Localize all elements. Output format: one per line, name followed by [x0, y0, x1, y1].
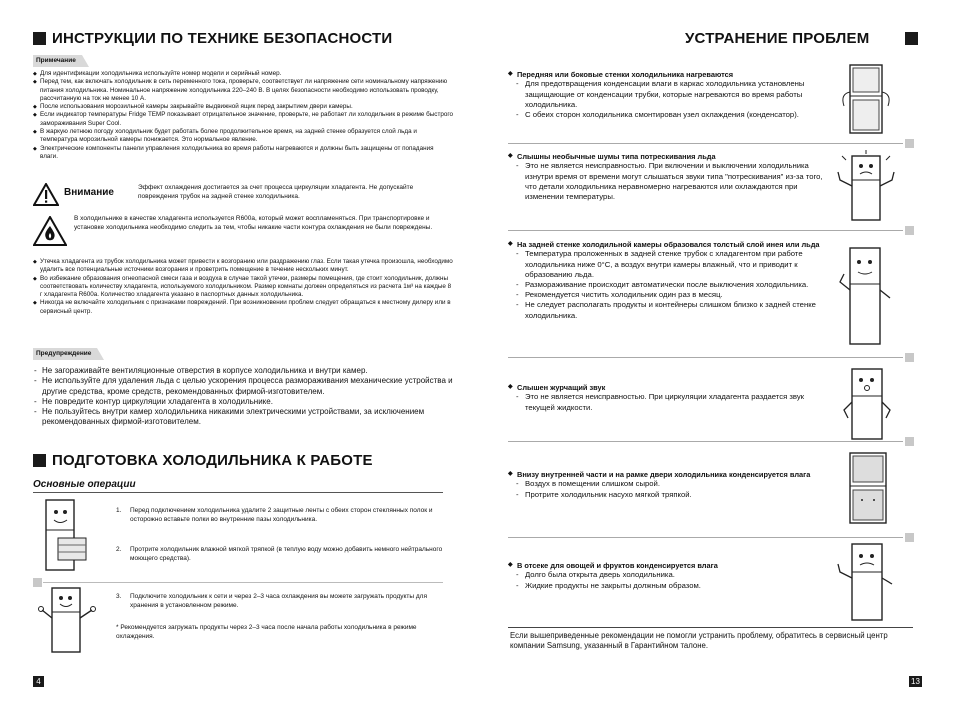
- problem-question: ◆ На задней стенке холодильной камеры образовался толстый слой инея или льда: [508, 240, 828, 249]
- section-marker: [905, 32, 918, 45]
- problem-2: [508, 152, 828, 202]
- problem-4: [508, 383, 828, 413]
- section-marker: [33, 32, 46, 45]
- note-item: ◆ После использования морозильной камеры закрывайте выдвижной ящик перед закрытием двери камеры.: [33, 103, 453, 111]
- step-text: Протрите холодильник влажной мягкой тряпкой (в теплую воду можно добавить немного нейтрального моющего средства).: [130, 546, 443, 562]
- page-number: 13: [909, 676, 922, 687]
- fridge-illustration: [38, 498, 88, 576]
- grey-marker: [905, 226, 914, 235]
- step-number: 3.: [116, 593, 122, 600]
- problem-question: ◆ Внизу внутренней части и на рамке двери холодильника конденсируется влага: [508, 470, 828, 479]
- problem-6: [508, 561, 828, 591]
- divider: [43, 582, 443, 583]
- note-item: ◆ В жаркую летнюю погоду холодильник будет работать более продолжительное время, на задней стенке образуется слой льда и температура морозильной камеры понижается. Это нормальное явление.: [33, 128, 453, 145]
- caution-item: - Не повредите контур циркуляции хладагента в холодильнике.: [33, 397, 453, 407]
- warning-label: Внимание: [64, 187, 114, 198]
- problem-answers: [508, 161, 828, 202]
- note-item: ◆ Для идентификации холодильника используйте номер модели и серийный номер.: [33, 70, 453, 78]
- answer-item: - С обеих сторон холодильника смонтирован узел охлаждения (конденсатор).: [508, 110, 828, 120]
- problem-question: ◆ В отсеке для овощей и фруктов конденсируется влага: [508, 561, 828, 570]
- problem-1: [508, 70, 828, 120]
- fridge-illustration: [840, 366, 896, 442]
- note-tag: Примечание: [33, 55, 82, 67]
- caution-list: [33, 366, 453, 428]
- caution-tag: Предупреждение: [33, 348, 97, 360]
- fridge-illustration: [38, 584, 98, 656]
- note-item: ◆ Перед тем, как включать холодильник в сеть переменного тока, проверьте, соответствует ли напряжение сети номинальному напряжению питания холодильника. Номинальное напряжение холодильника 220–240 В. В целях безопасности необходимо использовать проводку, рассчитанную на ток не менее 10 А.: [33, 78, 453, 103]
- problem-question: ◆ Передняя или боковые стенки холодильника нагреваются: [508, 70, 828, 79]
- step-number: 2.: [116, 546, 122, 553]
- fridge-illustration: [838, 450, 898, 526]
- answer-item: - Воздух в помещении слишком сырой.: [508, 479, 828, 489]
- divider: [508, 230, 903, 231]
- step-number: 1.: [116, 507, 122, 514]
- divider: [508, 357, 903, 358]
- grey-marker: [905, 139, 914, 148]
- answer-item: - Для предотвращения конденсации влаги в каркас холодильника установлены защищающие от конденсации трубки, которые нагреваются во время работы холодильника.: [508, 79, 828, 110]
- fridge-illustration: [832, 540, 898, 624]
- answer-item: - Протрите холодильник насухо мягкой тряпкой.: [508, 490, 828, 500]
- refrigerant-item: ◆ Во избежание образования огнеопасной смеси газа и воздуха в случае такой утечки, размеры помещения, где стоит холодильник, должны соответствовать количеству хладагента, используемого холодильником. Размер комнаты должен определяться из расчета 1м³ на каждые 8 г хладагента R600a. Количество хладагента указано в паспортных данных холодильника.: [33, 275, 453, 300]
- answer-item: - Долго была открыта дверь холодильника.: [508, 570, 828, 580]
- warning-triangle-icon: [33, 183, 59, 211]
- answer-item: - Жидкие продукты не закрыты должным образом.: [508, 581, 828, 591]
- flame-hazard-icon: [33, 216, 67, 251]
- answer-item: - Это не является неисправностью. При циркуляции хладагента раздается звук текущей жидкости.: [508, 392, 828, 412]
- problem-3: [508, 240, 828, 321]
- divider: [508, 143, 903, 144]
- problem-answers: [508, 249, 828, 320]
- step-text: Подключите холодильник к сети и через 2–3 часа охлаждения вы можете загружать продукты для хранения в установленном режиме.: [130, 593, 427, 609]
- section-marker: [33, 454, 46, 467]
- refrigerant-item: ◆ Утечка хладагента из трубок холодильника может привести к возгоранию или раздражению глаз. Если такая утечка произошла, необходимо удалить все потенциальные источники возгорания и проветрить помещение в течение нескольких минут.: [33, 258, 453, 275]
- page-number: 4: [33, 676, 44, 687]
- divider: [33, 492, 443, 493]
- caution-item: - Не используйте для удаления льда с целью ускорения процесса размораживания механические устройства и другие средства, кроме средств, рекомендованных фирмой-изготовителем.: [33, 376, 453, 397]
- note-item: ◆ Если индикатор температуры Fridge TEMP показывает отрицательное значение, проверьте, не работает ли холодильник в режиме быстрого замораживания Super Cool.: [33, 111, 453, 128]
- safety-title: ИНСТРУКЦИИ ПО ТЕХНИКЕ БЕЗОПАСНОСТИ: [52, 30, 393, 47]
- basic-ops-title: Основные операции: [33, 479, 136, 490]
- refrigerant-list: [33, 258, 453, 316]
- divider: [508, 627, 913, 628]
- footer-text: Если вышеприведенные рекомендации не помогли устранить проблему, обратитесь в сервисный центр компании Samsung, указанный в Гарантийном талоне.: [510, 631, 888, 651]
- step-text: Перед подключением холодильника удалите 2 защитные ленты с обеих сторон стеклянных полок и осторожно вставьте полки во внутренние пазы холодильника.: [130, 507, 433, 523]
- fridge-illustration: [832, 150, 902, 226]
- answer-item: - Это не является неисправностью. При включении и выключении холодильника изнутри время от времени могут слышаться звуки типа "потрескивания" из-за того, что детали холодильника неравномерно нагреваются или охлаждаются при изменении температуры.: [508, 161, 828, 202]
- prep-title: ПОДГОТОВКА ХОЛОДИЛЬНИКА К РАБОТЕ: [52, 452, 373, 469]
- note-item: ◆ Электрические компоненты панели управления холодильника во время работы нагреваются и должны быть защищены от попадания влаги.: [33, 145, 453, 162]
- fridge-illustration: [836, 62, 896, 138]
- problem-question: ◆ Слышны необычные шумы типа потрескивания льда: [508, 152, 828, 161]
- footnote: * Рекомендуется загружать продукты через 2–3 часа после начала работы холодильника в режиме охлаждения.: [116, 624, 417, 640]
- caution-item: - Не пользуйтесь внутри камер холодильника никакими электрическими устройствами, за исключением рекомендованных фирмой-изготовителем.: [33, 407, 453, 428]
- divider: [508, 537, 903, 538]
- caution-item: - Не загораживайте вентиляционные отверстия в корпусе холодильника и внутри камер.: [33, 366, 453, 376]
- answer-item: - Не следует располагать продукты и контейнеры слишком близко к задней стенке холодильника.: [508, 300, 828, 320]
- refrigerant-item: ◆ Никогда не включайте холодильник с признаками повреждений. При возникновении проблем следует обращаться к местному дилеру или в сервисный центр.: [33, 299, 453, 316]
- warning-text-2: В холодильнике в качестве хладагента используется R600a, который может воспламеняться. При транспортировке и установке холодильника необходимо следить за тем, чтобы никакие части контура охлаждения не были повреждены.: [74, 215, 433, 231]
- grey-marker: [905, 353, 914, 362]
- problem-answers: [508, 79, 828, 120]
- note-list: [33, 70, 453, 161]
- grey-marker: [905, 437, 914, 446]
- fridge-illustration: [836, 244, 896, 348]
- trouble-title: УСТРАНЕНИЕ ПРОБЛЕМ: [685, 30, 870, 47]
- problem-answers: [508, 570, 828, 590]
- grey-marker: [905, 533, 914, 542]
- warning-text-1: Эффект охлаждения достигается за счет процесса циркуляции хладагента. Не допускайте повреждения трубок на задней стенке холодильника.: [138, 184, 414, 200]
- answer-item: - Рекомендуется чистить холодильник один раз в месяц.: [508, 290, 828, 300]
- answer-item: - Размораживание происходит автоматически после выключения холодильника.: [508, 280, 828, 290]
- answer-item: - Температура проложенных в задней стенке трубок с хладагентом при работе холодильника ниже 0°C, а воздух внутри камеры влажный, что и приводит к образованию льда.: [508, 249, 828, 280]
- problem-answers: [508, 392, 828, 412]
- problem-answers: [508, 479, 828, 499]
- problem-question: ◆ Слышен журчащий звук: [508, 383, 828, 392]
- problem-5: [508, 470, 828, 500]
